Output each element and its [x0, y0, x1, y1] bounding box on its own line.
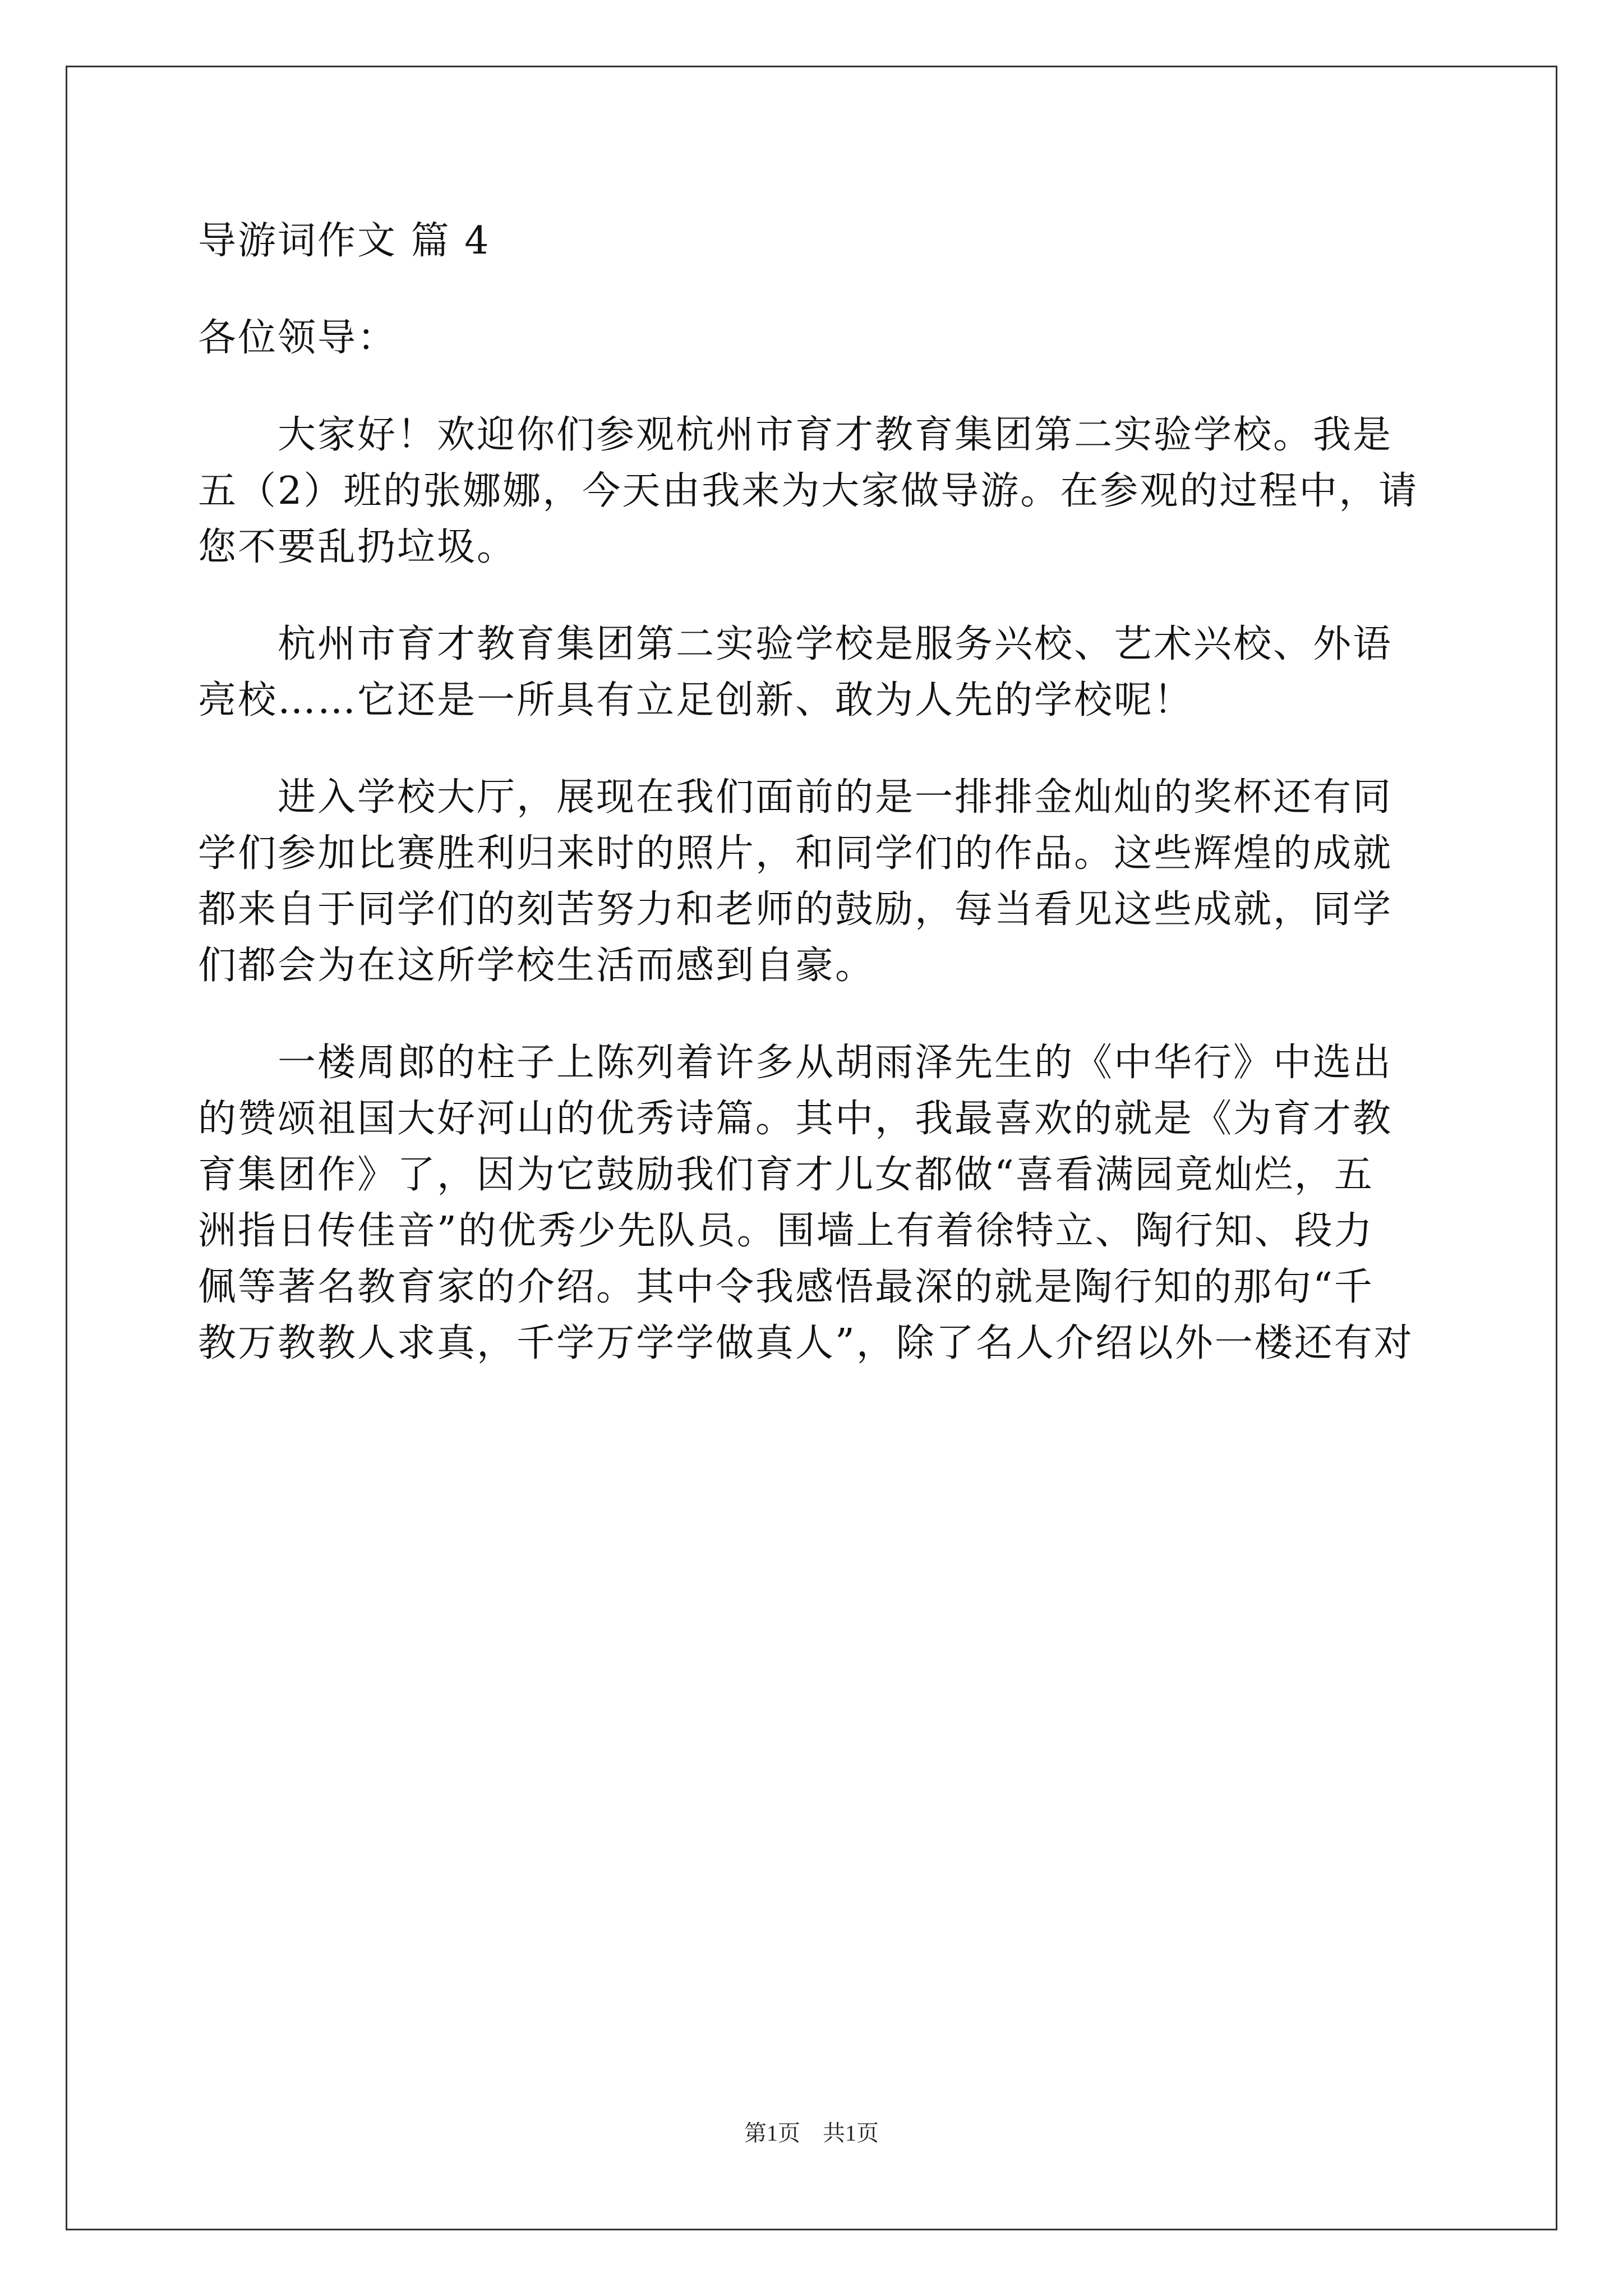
paragraph-line: 进入学校大厅，展现在我们面前的是一排排金灿灿的奖杯还有同: [198, 775, 1393, 820]
document-body: [198, 213, 1426, 1412]
paragraph-3: [198, 770, 1426, 994]
salutation: 各位领导：: [198, 316, 398, 360]
paragraph-line: 杭州市育才教育集团第二实验学校是服务兴校、艺术兴校、外语: [198, 622, 1393, 666]
paragraph-line: 洲指日传佳音”的优秀少先队员。围墙上有着徐特立、陶行知、段力: [198, 1209, 1374, 1253]
paragraph-line: 育集团作》了，因为它鼓励我们育才儿女都做“喜看满园竟灿烂，五: [198, 1153, 1374, 1197]
paragraph-2: [198, 616, 1426, 729]
page-footer: 第1页 共1页: [744, 2120, 879, 2146]
paragraph-line: 教万教教人求真，千学万学学做真人”，除了名人介绍以外一楼还有对: [198, 1321, 1414, 1365]
paragraph-line: 一楼周郎的柱子上陈列着许多从胡雨泽先生的《中华行》中选出: [198, 1041, 1393, 1085]
paragraph-line: 都来自于同学们的刻苦努力和老师的鼓励，每当看见这些成就，同学: [198, 887, 1393, 932]
document-title: 导游词作文 篇 4: [198, 219, 491, 263]
paragraph-line: 们都会为在这所学校生活而感到自豪。: [198, 944, 875, 988]
paragraph-line: 佩等著名教育家的介绍。其中令我感悟最深的就是陶行知的那句“千: [198, 1265, 1374, 1309]
paragraph-line: 的赞颂祖国大好河山的优秀诗篇。其中，我最喜欢的就是《为育才教: [198, 1097, 1393, 1141]
paragraph-line: 大家好！欢迎你们参观杭州市育才教育集团第二实验学校。我是: [198, 413, 1393, 457]
paragraph-line: 您不要乱扔垃圾。: [198, 525, 517, 569]
paragraph-line: 亮校……它还是一所具有立足创新、敢为人先的学校呢！: [198, 678, 1194, 723]
paragraph-line: 学们参加比赛胜利归来时的照片，和同学们的作品。这些辉煌的成就: [198, 831, 1393, 876]
paragraph-4: [198, 1035, 1426, 1372]
paragraph-1: [198, 407, 1426, 576]
paragraph-line: 五（2）班的张娜娜，今天由我来为大家做导游。在参观的过程中，请: [198, 469, 1419, 513]
